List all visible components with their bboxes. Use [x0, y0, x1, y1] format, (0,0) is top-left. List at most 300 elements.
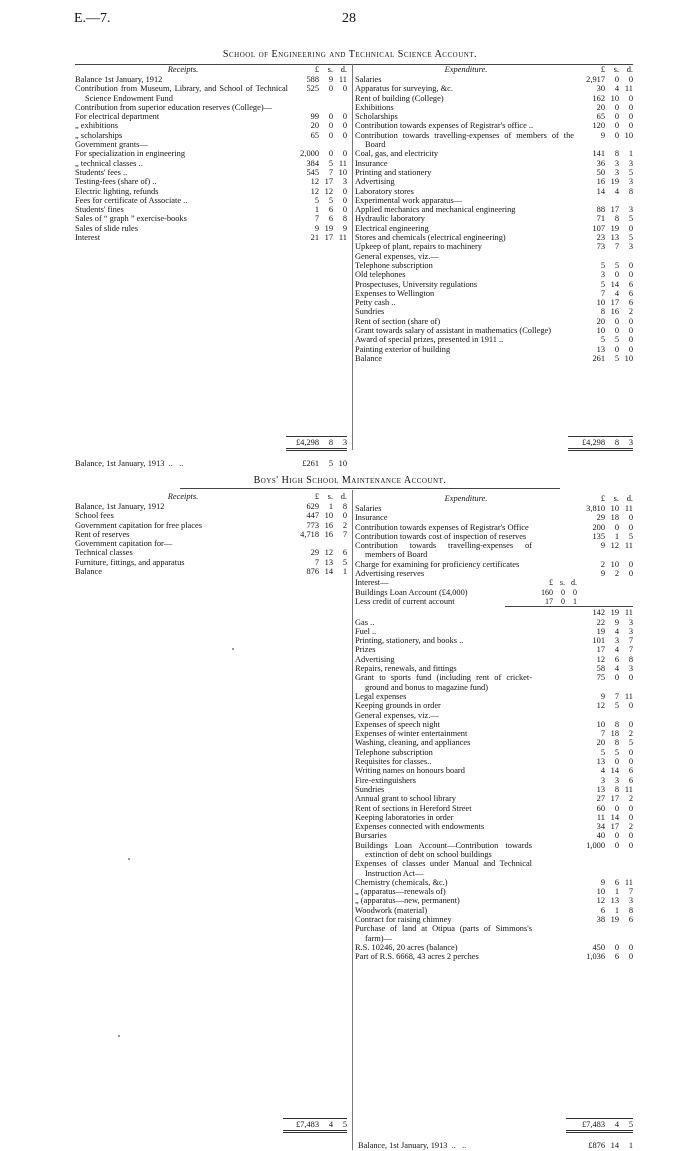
amount-pounds: 2 — [600, 559, 605, 569]
amount-pence: 0 — [342, 195, 347, 205]
amount-pounds: 10 — [596, 298, 605, 308]
amount-pounds: 12 — [596, 701, 605, 711]
amount-pounds: 2,917 — [586, 75, 605, 84]
amount-pounds: 29 — [310, 548, 319, 558]
engineering-receipts — [75, 65, 347, 242]
amount-pounds: 16 — [596, 177, 605, 187]
amount-shillings: 19 — [610, 223, 619, 233]
amount-pounds: 7 — [314, 557, 319, 567]
engineering-closing-balance: Balance, 1st January, 1913 .. .. £261 5 10 — [75, 459, 347, 468]
amount-pence: 0 — [628, 942, 633, 952]
item-label: Part of R.S. 6668, 43 acres 2 perches — [355, 952, 479, 962]
amount-pounds: 22 — [596, 617, 605, 627]
interest-amount: 160 — [541, 587, 553, 597]
amount-pounds: 9 — [600, 691, 605, 701]
item-label: „ (apparatus—new, permanent) — [355, 896, 460, 906]
amount-pence: 0 — [342, 186, 347, 196]
item-label: Repairs, renewals, and fittings — [355, 664, 457, 674]
amount-pounds: 141 — [592, 149, 605, 159]
line-item — [75, 214, 347, 223]
line-item — [355, 224, 633, 233]
item-label: Legal expenses — [355, 691, 407, 701]
amount-shillings: 8 — [614, 214, 619, 224]
amount-shillings: 6 — [614, 654, 619, 664]
amount-pence: 0 — [628, 803, 633, 813]
line-item — [355, 513, 633, 522]
line-item — [75, 159, 347, 168]
item-label: Contribution towards expenses of Registrar's office .. — [355, 121, 534, 131]
line-item — [355, 578, 633, 587]
amount-shillings: 14 — [324, 567, 333, 577]
amount-pence: 6 — [628, 279, 633, 289]
amount-pence: 11 — [624, 504, 633, 513]
amount-pounds: 107 — [592, 223, 605, 233]
line-item — [75, 140, 347, 149]
amount-pence: 5 — [628, 738, 633, 748]
item-label: For electrical department — [75, 112, 160, 122]
item-label: Salaries — [355, 504, 382, 513]
amount-pence: 0 — [628, 316, 633, 326]
amount-pence: 0 — [342, 84, 347, 94]
item-label: Insurance — [355, 513, 388, 523]
line-item — [355, 121, 633, 130]
line-item — [75, 511, 347, 520]
amount-shillings: 17 — [324, 177, 333, 187]
amount-pence: 7 — [342, 529, 347, 539]
amount-pence: 11 — [624, 608, 633, 618]
engineering-account-title: School of Engineering and Technical Science Account. — [222, 49, 478, 60]
item-label: Award of special prizes, presented in 1911 .. — [355, 335, 504, 345]
item-label: Advertising — [355, 177, 395, 187]
item-label: „ (apparatus—renewals of) — [355, 887, 446, 897]
amount-pounds: 88 — [596, 205, 605, 215]
amount-pence: 0 — [628, 812, 633, 822]
amount-pounds: 12 — [596, 654, 605, 664]
line-item — [75, 187, 347, 196]
amount-shillings: 1 — [614, 905, 619, 915]
amount-shillings: 5 — [614, 353, 619, 363]
amount-pence: 6 — [628, 298, 633, 308]
amount-pounds: 261 — [592, 353, 605, 363]
item-label: Petty cash .. — [355, 298, 396, 308]
line-item — [75, 205, 347, 214]
ink-speck — [128, 858, 130, 860]
item-label: Balance — [75, 567, 102, 577]
amount-pence: 11 — [624, 84, 633, 94]
amount-shillings: 0 — [328, 112, 333, 122]
amount-pounds: 9 — [600, 569, 605, 579]
amount-pence: 3 — [628, 242, 633, 252]
item-label: Prizes — [355, 645, 376, 655]
line-item — [75, 567, 347, 576]
line-item — [355, 149, 633, 158]
amount-shillings: 6 — [614, 877, 619, 887]
amount-shillings: 14 — [610, 766, 619, 776]
line-item — [355, 159, 633, 168]
line-item — [355, 196, 633, 205]
amount-pounds: 10 — [596, 887, 605, 897]
amount-shillings: 3 — [614, 636, 619, 646]
amount-shillings: 0 — [614, 840, 619, 850]
item-label: Contribution towards expenses of Registrar's Office — [355, 522, 529, 532]
amount-pounds: 29 — [596, 513, 605, 523]
amount-pounds: 71 — [596, 214, 605, 224]
amount-pounds: 50 — [596, 167, 605, 177]
amount-pence: 3 — [628, 896, 633, 906]
amount-shillings: 4 — [614, 645, 619, 655]
amount-shillings: 0 — [614, 130, 619, 140]
line-item — [355, 859, 633, 878]
amount-pence: 0 — [628, 335, 633, 345]
amount-shillings: 19 — [610, 915, 619, 925]
amount-pounds: 384 — [306, 158, 319, 168]
line-item — [355, 906, 633, 915]
item-label: Printing, stationery, and books .. — [355, 636, 464, 646]
amount-shillings: 10 — [610, 504, 619, 513]
amount-pounds: 9 — [600, 877, 605, 887]
amount-pence: 2 — [628, 729, 633, 739]
item-label: Stores and chemicals (electrical engineering) — [355, 233, 506, 243]
amount-pence: 8 — [342, 214, 347, 224]
item-label: Applied mechanics and mechanical engineering — [355, 205, 516, 215]
item-label: Fees for certificate of Associate .. — [75, 195, 188, 205]
line-item — [75, 196, 347, 205]
amount-pence: 5 — [342, 557, 347, 567]
amount-shillings: 7 — [614, 242, 619, 252]
amount-pounds: 3 — [600, 775, 605, 785]
amount-pence: 10 — [624, 353, 633, 363]
amount-pence: 0 — [628, 270, 633, 280]
item-label: Rent of building (College) — [355, 93, 444, 103]
amount-pence: 6 — [628, 775, 633, 785]
amount-shillings: 7 — [328, 167, 333, 177]
line-item — [355, 813, 633, 822]
line-item — [355, 729, 633, 738]
amount-pounds: 5 — [314, 195, 319, 205]
amount-pounds: 5 — [600, 747, 605, 757]
amount-pence: 5 — [628, 233, 633, 243]
engineering-expenditure-total: £4,298 8 3 — [568, 436, 633, 451]
amount-shillings: 0 — [328, 84, 333, 94]
amount-shillings: 17 — [610, 298, 619, 308]
engineering-expenditure — [355, 65, 633, 363]
amount-pence: 3 — [628, 205, 633, 215]
amount-pounds: 10 — [596, 326, 605, 336]
amount-pence: 3 — [342, 177, 347, 187]
item-label: Woodwork (material) — [355, 905, 428, 915]
amount-shillings: 8 — [614, 738, 619, 748]
amount-pence: 0 — [342, 205, 347, 215]
amount-shillings: 0 — [328, 149, 333, 159]
amount-shillings: 5 — [328, 158, 333, 168]
line-item — [355, 335, 633, 344]
amount-shillings: 1 — [614, 887, 619, 897]
amount-pence: 0 — [628, 952, 633, 962]
amount-pounds: 12 — [596, 896, 605, 906]
amount-pounds: 101 — [592, 636, 605, 646]
amount-shillings: 18 — [610, 729, 619, 739]
amount-shillings: 3 — [614, 158, 619, 168]
amount-pence: 11 — [338, 75, 347, 84]
amount-pounds: 9 — [314, 223, 319, 233]
amount-pence: 6 — [628, 915, 633, 925]
amount-pence: 0 — [628, 102, 633, 112]
line-item — [355, 187, 633, 196]
item-label: Chemistry (chemicals, &c.) — [355, 877, 448, 887]
amount-shillings: 8 — [614, 719, 619, 729]
amount-pence: 5 — [628, 531, 633, 541]
amount-pence: 3 — [628, 626, 633, 636]
amount-pounds: 12 — [310, 177, 319, 187]
item-label: Apparatus for surveying, &c. — [355, 84, 453, 94]
line-item — [355, 804, 633, 813]
ink-speck — [118, 1035, 120, 1037]
receipts-header: Receipts. £ s. d. — [167, 492, 347, 501]
amount-pence: 6 — [628, 288, 633, 298]
amount-pence: 0 — [628, 326, 633, 336]
amount-shillings: 0 — [614, 270, 619, 280]
line-item — [75, 112, 347, 121]
expenditure-header: Expenditure. £ s. d. — [444, 494, 633, 503]
amount-pence: 0 — [628, 757, 633, 767]
boys-account-title: Boys' High School Maintenance Account. — [253, 475, 447, 486]
line-item — [355, 242, 633, 251]
amount-pence: 7 — [628, 636, 633, 646]
line-item — [355, 738, 633, 747]
line-item — [355, 560, 633, 569]
amount-pence: 0 — [628, 75, 633, 84]
amount-pence: 7 — [628, 887, 633, 897]
item-label: General expenses, viz.— — [355, 710, 439, 720]
amount-pounds: 14 — [596, 186, 605, 196]
line-item — [355, 841, 633, 860]
amount-shillings: 5 — [614, 335, 619, 345]
amount-shillings: 5 — [614, 701, 619, 711]
line-item — [75, 177, 347, 186]
amount-shillings: 6 — [328, 205, 333, 215]
amount-pence: 11 — [624, 691, 633, 701]
amount-pounds: 5 — [600, 335, 605, 345]
amount-pence: 0 — [628, 840, 633, 850]
amount-shillings: 10 — [324, 511, 333, 521]
amount-shillings: 17 — [324, 233, 333, 243]
amount-shillings: 4 — [614, 626, 619, 636]
amount-pounds: 1,036 — [586, 952, 605, 962]
amount-shillings: 18 — [610, 513, 619, 523]
amount-pounds: 13 — [596, 757, 605, 767]
amount-pence: 0 — [628, 559, 633, 569]
line-item — [75, 539, 347, 548]
amount-pounds: 30 — [596, 84, 605, 94]
item-label: „ technical classes .. — [75, 158, 143, 168]
amount-shillings: 12 — [324, 548, 333, 558]
item-label: Writing names on honours board — [355, 766, 465, 776]
line-item — [355, 541, 633, 560]
title-rule — [180, 488, 560, 489]
item-label: Keeping laboratories in order — [355, 812, 454, 822]
item-label: Buildings Loan Account (£4,000) — [355, 587, 468, 597]
amount-pence: 10 — [624, 130, 633, 140]
amount-pence: 0 — [628, 260, 633, 270]
boys-expenditure-total: £7,483 4 5 — [566, 1118, 633, 1133]
item-label: Balance 1st January, 1912 — [75, 75, 163, 84]
item-label: Expenses of classes under Manual and Technical Instruction Act— — [355, 859, 532, 878]
amount-pounds: 120 — [592, 121, 605, 131]
item-label: Purchase of land at Otipua (parts of Simmons's farm)— — [355, 924, 532, 943]
amount-pence: 8 — [342, 502, 347, 511]
amount-shillings: 19 — [610, 177, 619, 187]
amount-shillings: 0 — [614, 831, 619, 841]
amount-pounds: 23 — [596, 233, 605, 243]
item-label: „ scholarships — [75, 130, 123, 140]
item-label: Balance — [355, 353, 382, 363]
line-item — [505, 606, 633, 617]
amount-pence: 0 — [342, 149, 347, 159]
amount-shillings: 10 — [610, 559, 619, 569]
amount-pounds: 8 — [600, 307, 605, 317]
item-label: Advertising reserves — [355, 569, 425, 579]
amount-pence: 2 — [628, 822, 633, 832]
line-item — [355, 214, 633, 223]
amount-pounds: 7 — [600, 288, 605, 298]
item-label: Telephone subscription — [355, 260, 433, 270]
amount-pounds: 40 — [596, 831, 605, 841]
line-item — [355, 757, 633, 766]
amount-shillings: 12 — [324, 186, 333, 196]
amount-shillings: 0 — [614, 102, 619, 112]
item-label: Fuel .. — [355, 626, 377, 636]
amount-pence: 9 — [342, 223, 347, 233]
item-label: Coal, gas, and electricity — [355, 149, 439, 159]
line-item — [75, 168, 347, 177]
amount-pounds: 4 — [600, 766, 605, 776]
amount-pence: 0 — [628, 719, 633, 729]
amount-pounds: 20 — [596, 738, 605, 748]
line-item — [355, 103, 633, 112]
line-item — [75, 84, 347, 103]
item-label: Expenses of speech night — [355, 719, 440, 729]
line-item — [355, 627, 633, 636]
item-label: Annual grant to school library — [355, 794, 456, 804]
item-label: „ exhibitions — [75, 121, 119, 131]
amount-pounds: 21 — [310, 233, 319, 243]
item-label: Hydraulic laboratory — [355, 214, 425, 224]
amount-pounds: 36 — [596, 158, 605, 168]
amount-pounds: 3,810 — [586, 504, 605, 513]
item-label: Old telephones — [355, 270, 406, 280]
amount-shillings: 9 — [614, 617, 619, 627]
line-item — [355, 354, 633, 363]
item-label: Contribution from Museum, Library, and School of Technical Science Endowment Fund — [75, 84, 288, 103]
column-divider — [352, 490, 353, 1150]
amount-pounds: 4,718 — [300, 529, 319, 539]
amount-pence: 0 — [628, 673, 633, 683]
interest-amount: 0 — [573, 587, 577, 597]
item-label: Prospectuses, University regulations — [355, 279, 478, 289]
amount-shillings: 16 — [610, 307, 619, 317]
amount-pounds: 73 — [596, 242, 605, 252]
amount-shillings: 0 — [614, 673, 619, 683]
amount-pounds: 7 — [600, 729, 605, 739]
amount-shillings: 0 — [614, 316, 619, 326]
amount-pounds: 38 — [596, 915, 605, 925]
amount-pence: 3 — [628, 617, 633, 627]
line-item — [355, 692, 633, 701]
amount-pounds: 11 — [596, 812, 605, 822]
amount-shillings: 5 — [614, 747, 619, 757]
line-item — [355, 504, 633, 513]
amount-pounds: 17 — [596, 645, 605, 655]
line-item — [355, 569, 633, 578]
amount-shillings: 1 — [328, 502, 333, 511]
amount-pounds: 629 — [306, 502, 319, 511]
amount-shillings: 13 — [610, 896, 619, 906]
amount-pence: 0 — [342, 112, 347, 122]
line-item — [355, 664, 633, 673]
amount-pounds: 20 — [310, 121, 319, 131]
line-item — [75, 558, 347, 567]
interest-amount: £ — [549, 578, 553, 588]
amount-pence: 5 — [628, 167, 633, 177]
line-item — [355, 655, 633, 664]
amount-pounds: 5 — [600, 260, 605, 270]
amount-pence: 1 — [342, 567, 347, 577]
amount-pence: 2 — [628, 794, 633, 804]
item-label: Advertising — [355, 654, 395, 664]
line-item — [355, 532, 633, 541]
amount-pounds: 34 — [596, 822, 605, 832]
item-label: Salaries — [355, 75, 382, 84]
item-label: Students' fines — [75, 205, 124, 215]
amount-pence: 0 — [628, 93, 633, 103]
line-item — [355, 94, 633, 103]
amount-shillings: 3 — [614, 167, 619, 177]
amount-pounds: 99 — [310, 112, 319, 122]
amount-shillings: 0 — [614, 75, 619, 84]
item-label: Painting exterior of building — [355, 344, 451, 354]
amount-pence: 11 — [624, 784, 633, 794]
item-label: R.S. 10246, 20 acres (balance) — [355, 942, 458, 952]
line-item — [355, 887, 633, 896]
amount-shillings: 8 — [614, 149, 619, 159]
line-item — [355, 766, 633, 775]
amount-shillings: 13 — [610, 233, 619, 243]
amount-shillings: 0 — [328, 130, 333, 140]
amount-shillings: 12 — [610, 541, 619, 551]
amount-shillings: 0 — [614, 112, 619, 122]
amount-pence: 0 — [628, 569, 633, 579]
amount-pounds: 447 — [306, 511, 319, 521]
line-item — [75, 103, 347, 112]
line-item — [355, 720, 633, 729]
amount-pence: 8 — [628, 905, 633, 915]
amount-shillings: 0 — [614, 757, 619, 767]
amount-pence: 1 — [628, 149, 633, 159]
amount-pounds: 58 — [596, 664, 605, 674]
report-code: E.—7. — [74, 11, 111, 26]
line-item — [355, 896, 633, 905]
item-label: Charge for examining for proficiency certificates — [355, 559, 520, 569]
line-item — [355, 75, 633, 84]
expenditure-header: Expenditure. £ s. d. — [444, 65, 633, 74]
line-item — [355, 298, 633, 307]
line-item — [75, 502, 347, 511]
item-label: Technical classes — [75, 548, 133, 558]
amount-shillings: 5 — [614, 260, 619, 270]
line-item — [355, 168, 633, 177]
line-item — [355, 636, 633, 645]
item-label: Upkeep of plant, repairs to machinery — [355, 242, 482, 252]
